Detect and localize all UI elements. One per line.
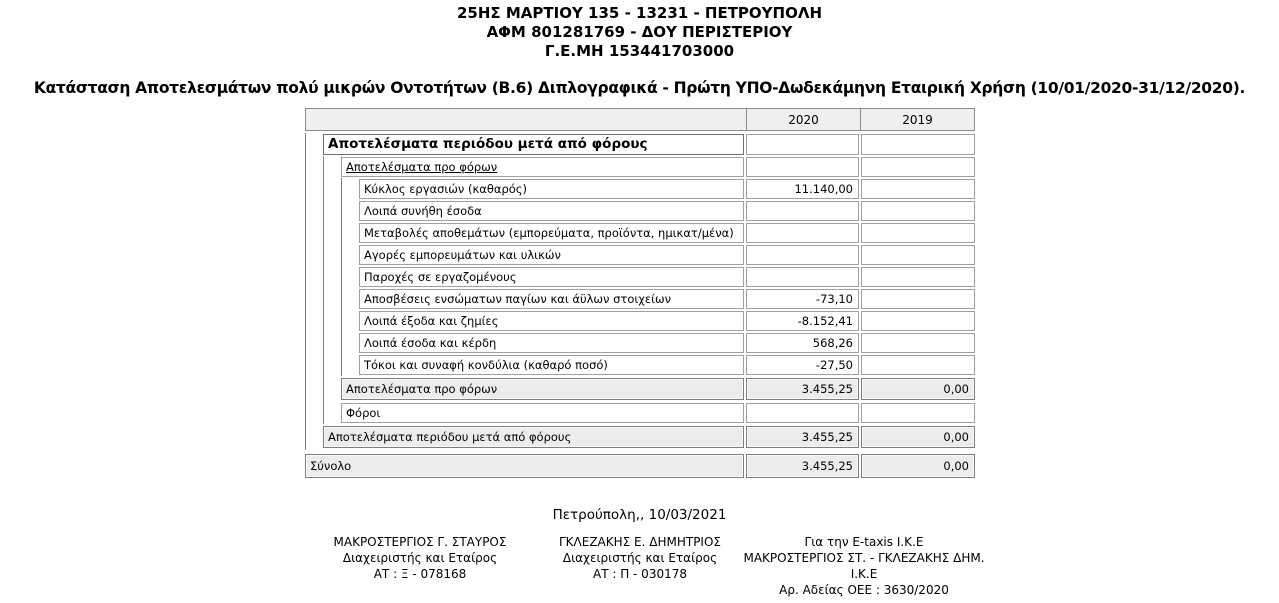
- table-row: [305, 266, 975, 288]
- company-registry-number: Γ.Ε.ΜΗ 153441703000: [544, 42, 735, 60]
- value-2019: [861, 267, 975, 287]
- tree-indent-line: [341, 310, 359, 332]
- row-label: Αγορές εμπορευμάτων και υλικών: [359, 245, 744, 265]
- table-row: [305, 332, 975, 354]
- tree-indent-line: [305, 310, 323, 332]
- value-2019: [861, 289, 975, 309]
- signature-line: ΑΤ : Ξ - 078168: [373, 567, 467, 581]
- row-label: Λοιπά έσοδα και κέρδη: [359, 333, 744, 353]
- tree-indent-line: [341, 222, 359, 244]
- value-2019: [861, 223, 975, 243]
- value-2020: [746, 134, 859, 155]
- tree-indent-line: [305, 156, 323, 178]
- value-2020: [746, 223, 859, 243]
- value-2020: -8.152,41: [746, 311, 859, 331]
- tree-indent-line: [305, 178, 323, 200]
- value-2020: 3.455,25: [746, 454, 859, 478]
- row-label: Αποτελέσματα περιόδου μετά από φόρους: [323, 134, 744, 155]
- signature-line: Για την E-taxis Ι.Κ.Ε: [804, 535, 924, 549]
- table-row: [305, 178, 975, 200]
- tree-indent-line: [305, 222, 323, 244]
- table-row: [305, 133, 975, 156]
- value-2019: [861, 157, 975, 177]
- row-label: Μεταβολές αποθεμάτων (εμπορεύματα, προϊόντα, ημικατ/μένα): [359, 223, 744, 243]
- company-address: 25ΗΣ ΜΑΡΤΙΟΥ 135 - 13231 - ΠΕΤΡΟΥΠΟΛΗ: [456, 4, 823, 22]
- row-label: Φόροι: [341, 403, 744, 423]
- tree-indent-line: [341, 332, 359, 354]
- value-2020: [746, 201, 859, 221]
- tree-indent-line: [323, 354, 341, 376]
- tree-indent-line: [341, 266, 359, 288]
- value-2020: [746, 157, 859, 177]
- tree-indent-line: [305, 133, 323, 156]
- signature-line: Ι.Κ.Ε: [850, 567, 878, 581]
- table-row: [305, 376, 975, 402]
- value-2019: [861, 245, 975, 265]
- tree-indent-line: [305, 266, 323, 288]
- tree-indent-line: [305, 288, 323, 310]
- table-row: [305, 310, 975, 332]
- value-2020: 3.455,25: [746, 426, 859, 448]
- tree-indent-line: [341, 178, 359, 200]
- table-header-row: [305, 108, 975, 131]
- table-row: [305, 156, 975, 178]
- tree-indent-line: [323, 288, 341, 310]
- tree-indent-line: [305, 200, 323, 222]
- tree-indent-line: [323, 310, 341, 332]
- column-header-2020: 2020: [746, 109, 860, 130]
- tree-indent-line: [341, 288, 359, 310]
- table-header-label-spacer: [306, 109, 746, 130]
- value-2019: [861, 179, 975, 199]
- results-table: [305, 108, 975, 480]
- row-label: Κύκλος εργασιών (καθαρός): [359, 179, 744, 199]
- signature-line: ΓΚΛΕΖΑΚΗΣ Ε. ΔΗΜΗΤΡΙΟΣ: [558, 535, 722, 549]
- tree-indent-line: [341, 244, 359, 266]
- value-2019: 0,00: [861, 426, 975, 448]
- value-2020: -27,50: [746, 355, 859, 375]
- row-label: Αποσβέσεις ενσώματων παγίων και άϋλων στοιχείων: [359, 289, 744, 309]
- row-label: Αποτελέσματα προ φόρων: [341, 157, 744, 177]
- tree-indent-line: [305, 354, 323, 376]
- value-2019: [861, 333, 975, 353]
- value-2020: -73,10: [746, 289, 859, 309]
- tree-indent-line: [323, 402, 341, 424]
- tree-indent-line: [323, 178, 341, 200]
- signature-line: Διαχειριστής και Εταίρος: [342, 551, 498, 565]
- row-label: Λοιπά συνήθη έσοδα: [359, 201, 744, 221]
- value-2020: [746, 403, 859, 423]
- tree-indent-line: [305, 332, 323, 354]
- table-row: [305, 354, 975, 376]
- tree-indent-line: [305, 424, 323, 450]
- signature-line: ΑΤ : Π - 030178: [592, 567, 687, 581]
- table-row: [305, 200, 975, 222]
- table-row: [305, 452, 975, 480]
- value-2019: [861, 403, 975, 423]
- tree-indent-line: [323, 244, 341, 266]
- table-row: [305, 222, 975, 244]
- value-2019: [861, 311, 975, 331]
- tree-indent-line: [323, 266, 341, 288]
- tree-indent-line: [323, 376, 341, 402]
- tree-indent-line: [305, 244, 323, 266]
- tree-indent-line: [323, 200, 341, 222]
- row-label: Λοιπά έξοδα και ζημίες: [359, 311, 744, 331]
- value-2019: [861, 201, 975, 221]
- tree-indent-line: [341, 200, 359, 222]
- statement-title: Κατάσταση Αποτελεσμάτων πολύ μικρών Οντοτήτων (Β.6) Διπλογραφικά - Πρώτη ΥΠΟ-Δωδεκάμηνη Εταιρική Χρήση (10/01/2020-31/12/2020).: [33, 79, 1246, 97]
- table-row: [305, 402, 975, 424]
- company-tax-id: ΑΦΜ 801281769 - ΔΟΥ ΠΕΡΙΣΤΕΡΙΟΥ: [486, 23, 793, 41]
- signature-line: ΜΑΚΡΟΣΤΕΡΓΙΟΣ ΣΤ. - ΓΚΛΕΖΑΚΗΣ ΔΗΜ.: [743, 551, 985, 565]
- table-body: [305, 133, 975, 480]
- table-row: [305, 288, 975, 310]
- tree-indent-line: [305, 402, 323, 424]
- value-2019: [861, 355, 975, 375]
- row-label: Τόκοι και συναφή κονδύλια (καθαρό ποσό): [359, 355, 744, 375]
- row-label: Σύνολο: [305, 454, 744, 478]
- row-label: Αποτελέσματα περιόδου μετά από φόρους: [323, 426, 744, 448]
- signature-line: ΜΑΚΡΟΣΤΕΡΓΙΟΣ Γ. ΣΤΑΥΡΟΣ: [333, 535, 507, 549]
- tree-indent-line: [323, 222, 341, 244]
- value-2019: [861, 134, 975, 155]
- signature-block-1: [300, 534, 540, 582]
- tree-indent-line: [305, 376, 323, 402]
- tree-indent-line: [323, 156, 341, 178]
- value-2020: [746, 245, 859, 265]
- value-2020: 3.455,25: [746, 378, 859, 400]
- tree-indent-line: [341, 354, 359, 376]
- company-header: [0, 4, 1279, 61]
- signature-line: Αρ. Αδείας ΟΕΕ : 3630/2020: [779, 583, 949, 597]
- signature-block-2: [520, 534, 760, 582]
- table-row: [305, 244, 975, 266]
- row-label: Αποτελέσματα προ φόρων: [341, 378, 744, 400]
- value-2020: [746, 267, 859, 287]
- row-label: Παροχές σε εργαζομένους: [359, 267, 744, 287]
- place-and-date: Πετρούπολη,, 10/03/2021: [552, 507, 727, 523]
- value-2019: 0,00: [861, 454, 975, 478]
- value-2020: 568,26: [746, 333, 859, 353]
- table-row: [305, 424, 975, 450]
- value-2020: 11.140,00: [746, 179, 859, 199]
- column-header-2019: 2019: [860, 109, 974, 130]
- signature-line: Διαχειριστής και Εταίρος: [562, 551, 718, 565]
- signature-block-3: [728, 534, 1000, 598]
- value-2019: 0,00: [861, 378, 975, 400]
- tree-indent-line: [323, 332, 341, 354]
